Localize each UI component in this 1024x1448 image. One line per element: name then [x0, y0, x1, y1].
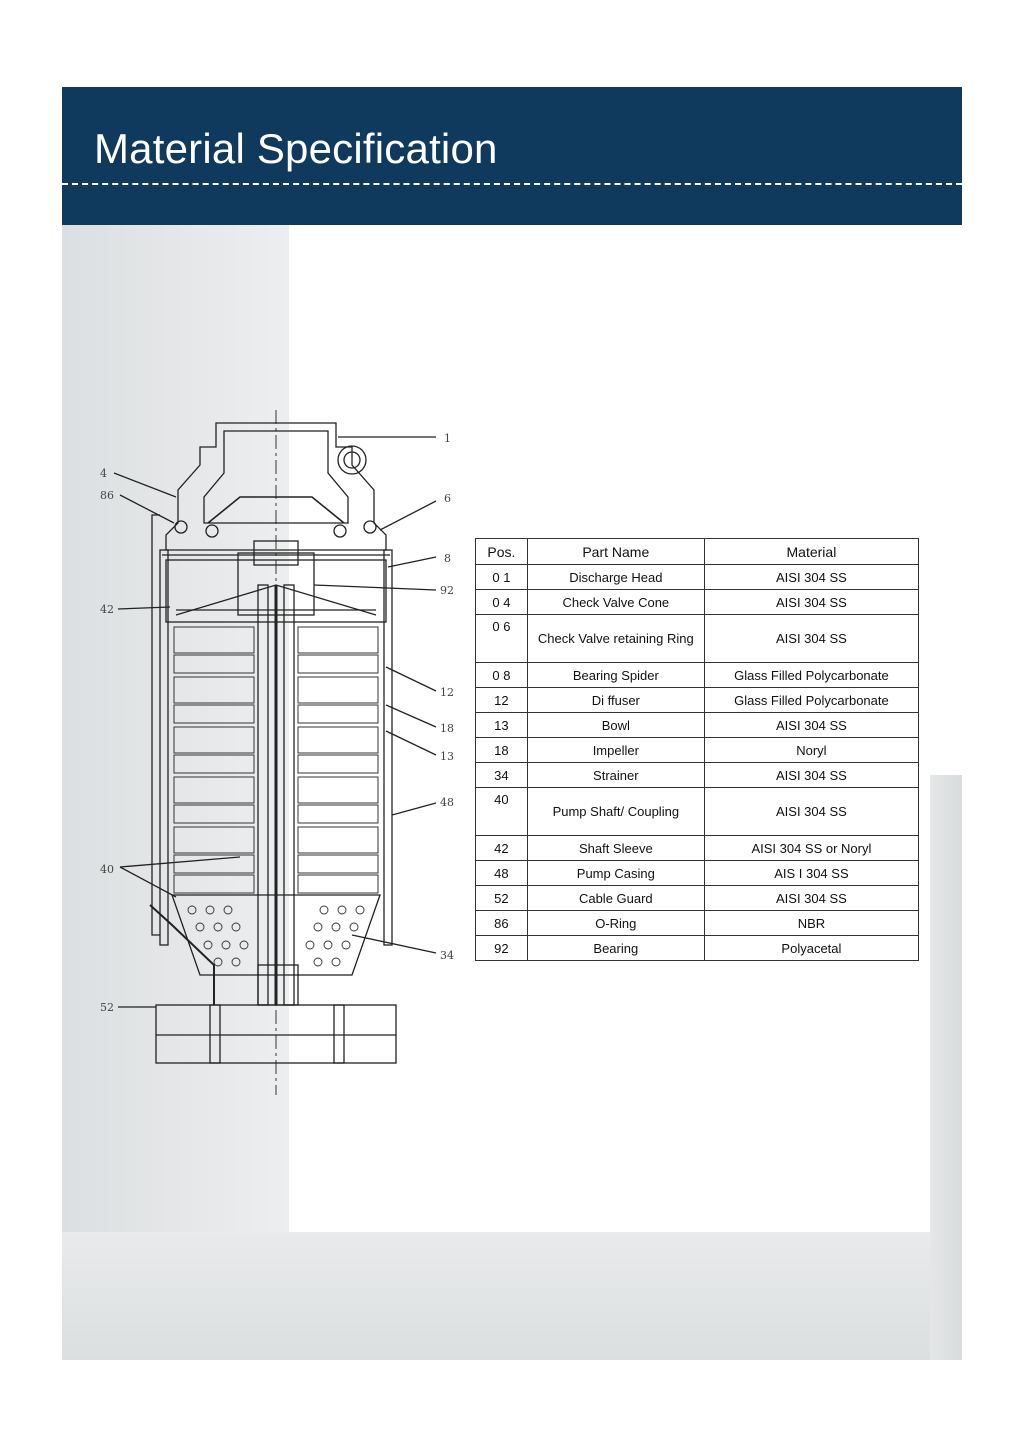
table-row [476, 590, 919, 615]
background-band-right [930, 775, 962, 1360]
banner-dashed-rule [62, 183, 962, 185]
callout-12: 12 [440, 686, 454, 699]
cell-part: Cable Guard [527, 886, 704, 911]
background-band-bottom [62, 1232, 962, 1360]
cell-pos: 13 [476, 713, 528, 738]
cell-material: Noryl [704, 738, 918, 763]
cell-part: O-Ring [527, 911, 704, 936]
cell-material: Glass Filled Polycarbonate [704, 688, 918, 713]
cell-part: Pump Shaft/ Coupling [527, 788, 704, 836]
cell-pos: 48 [476, 861, 528, 886]
pump-cross-section-diagram [90, 405, 470, 1105]
table-row [476, 836, 919, 861]
cell-pos: 0 6 [476, 615, 528, 663]
cell-pos: 12 [476, 688, 528, 713]
table-row [476, 663, 919, 688]
cell-part: Bearing Spider [527, 663, 704, 688]
header-banner [62, 87, 962, 225]
cell-pos: 52 [476, 886, 528, 911]
cell-material: Polyacetal [704, 936, 918, 961]
callout-13: 13 [440, 750, 454, 763]
cell-pos: 0 1 [476, 565, 528, 590]
column-header-pos: Pos. [476, 539, 528, 565]
table-row [476, 911, 919, 936]
cell-pos: 34 [476, 763, 528, 788]
table-row [476, 688, 919, 713]
callout-40: 40 [100, 863, 114, 876]
cell-part: Strainer [527, 763, 704, 788]
cell-part: Bowl [527, 713, 704, 738]
cell-pos: 86 [476, 911, 528, 936]
cell-material: AIS I 304 SS [704, 861, 918, 886]
table-row [476, 861, 919, 886]
cell-material: NBR [704, 911, 918, 936]
page-title: Material Specification [94, 125, 498, 172]
table-row [476, 713, 919, 738]
cell-material: AISI 304 SS [704, 886, 918, 911]
table-row [476, 615, 919, 663]
cell-material: AISI 304 SS [704, 713, 918, 738]
callout-52: 52 [100, 1001, 114, 1014]
cell-material: AISI 304 SS [704, 565, 918, 590]
cell-part: Shaft Sleeve [527, 836, 704, 861]
cell-part: Check Valve Cone [527, 590, 704, 615]
cell-part: Di ffuser [527, 688, 704, 713]
cell-material: Glass Filled Polycarbonate [704, 663, 918, 688]
cell-part: Impeller [527, 738, 704, 763]
callout-8: 8 [444, 552, 451, 565]
cell-material: AISI 304 SS or Noryl [704, 836, 918, 861]
cell-part: Bearing [527, 936, 704, 961]
material-specification-table [475, 538, 919, 961]
callout-34: 34 [440, 949, 454, 962]
cell-pos: 18 [476, 738, 528, 763]
cell-material: AISI 304 SS [704, 590, 918, 615]
table-row [476, 936, 919, 961]
callout-6: 6 [444, 492, 451, 505]
table-row [476, 763, 919, 788]
table-row [476, 788, 919, 836]
callout-48: 48 [440, 796, 454, 809]
callout-86: 86 [100, 489, 114, 502]
cell-pos: 92 [476, 936, 528, 961]
cell-pos: 42 [476, 836, 528, 861]
cell-material: AISI 304 SS [704, 615, 918, 663]
cell-part: Check Valve retaining Ring [527, 615, 704, 663]
cell-material: AISI 304 SS [704, 763, 918, 788]
callout-1: 1 [444, 432, 451, 445]
cell-part: Discharge Head [527, 565, 704, 590]
table-row [476, 565, 919, 590]
callout-4: 4 [100, 467, 107, 480]
callout-42: 42 [100, 603, 114, 616]
table-header-row [476, 539, 919, 565]
cell-pos: 40 [476, 788, 528, 836]
callout-18: 18 [440, 722, 454, 735]
cell-pos: 0 8 [476, 663, 528, 688]
table-row [476, 886, 919, 911]
column-header-material: Material [704, 539, 918, 565]
callout-92: 92 [440, 584, 454, 597]
cell-material: AISI 304 SS [704, 788, 918, 836]
table-row [476, 738, 919, 763]
cell-part: Pump Casing [527, 861, 704, 886]
column-header-part-name: Part Name [527, 539, 704, 565]
cell-pos: 0 4 [476, 590, 528, 615]
